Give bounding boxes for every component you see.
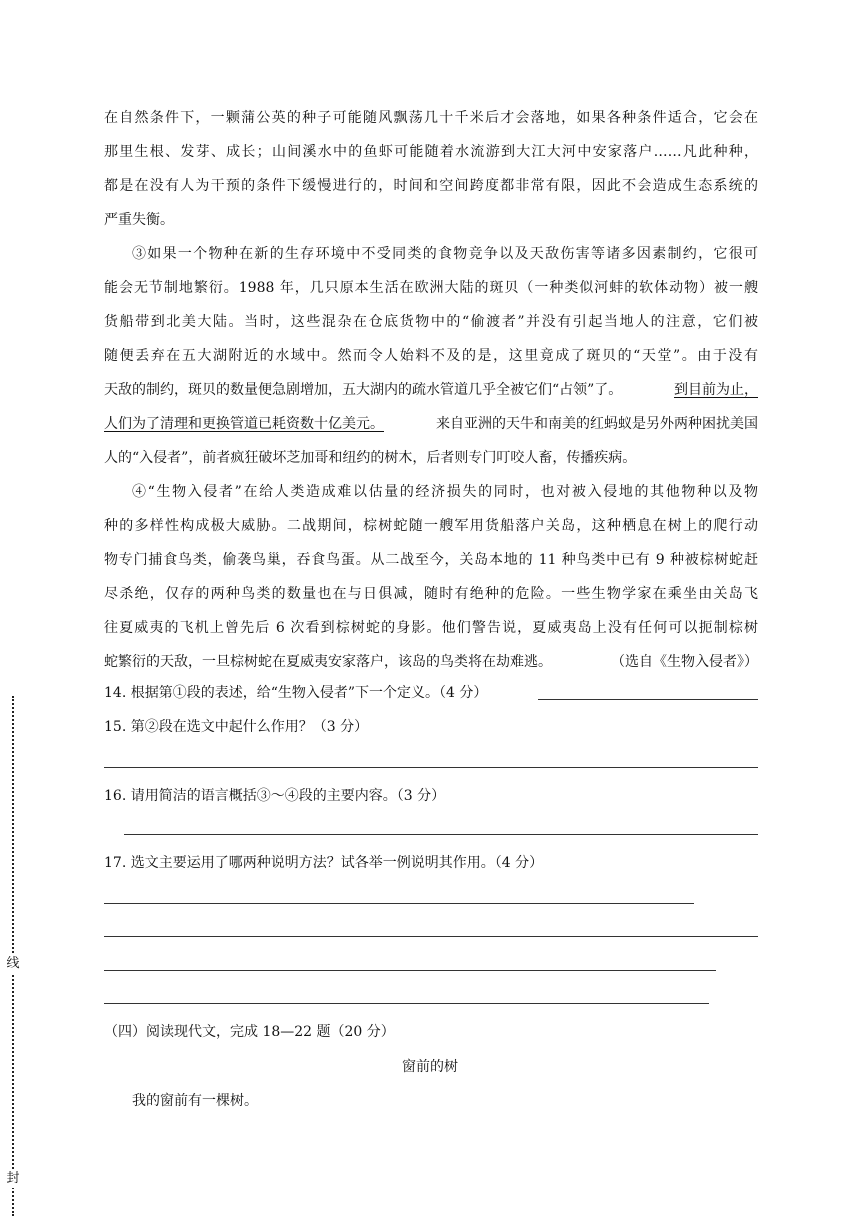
paragraph-text: 来自亚洲的天牛和南美的红蚂蚁是另外两种困扰美国 — [436, 416, 758, 432]
question-16: 16. 请用简洁的语言概括③～④段的主要内容。（3 分） — [104, 788, 446, 804]
paragraph-2 — [104, 101, 758, 237]
paragraph-line: 人的“入侵者”，前者疯狂破坏芝加哥和纽约的树木，后者则专门叮咬人畜，传播疾病。 — [104, 450, 637, 466]
answer-line-17[interactable] — [104, 1003, 709, 1004]
paragraph-line: 能会无节制地繁衍。1988 年，几只原本生活在欧洲大陆的斑贝（一种类似河蚌的软体动物）被一艘 — [104, 280, 758, 296]
article-title: 窗前的树 — [402, 1059, 458, 1075]
answer-line-17[interactable] — [104, 903, 694, 904]
paragraph-line: 种的多样性构成极大威胁。二战期间，棕树蛇随一艘军用货船落户关岛，这种栖息在树上的爬行动 — [104, 518, 758, 534]
paragraph-line: 在自然条件下，一颗蒲公英的种子可能随风飘荡几十千米后才会落地，如果各种条件适合，它会在 — [104, 110, 758, 126]
paragraph-4 — [104, 475, 758, 679]
paragraph-3 — [104, 237, 758, 475]
paragraph-line-underline — [104, 373, 758, 407]
paragraph-text: 天敌的制约，斑贝的数量便急剧增加，五大湖内的疏水管道几乎全被它们“占领”了。 — [104, 382, 623, 398]
paragraph-line: 往夏威夷的飞机上曾先后 6 次看到棕树蛇的身影。他们警告说，夏威夷岛上没有任何可以扼制棕树 — [104, 620, 758, 636]
underlined-sentence-part2: 人们为了清理和更换管道已耗资数十亿美元。 — [104, 416, 384, 432]
article-first-line: 我的窗前有一棵树。 — [132, 1093, 258, 1109]
question-14: 14. 根据第①段的表述，给“生物入侵者”下一个定义。（4 分） — [104, 685, 488, 701]
paragraph-line-last — [104, 645, 758, 679]
paragraph-text: 蛇繁衍的天敌，一旦棕树蛇在夏威夷安家落户，该岛的鸟类将在劫难逃。 — [104, 654, 552, 670]
paragraph-line: 货船带到北美大陆。当时，这些混杂在仓底货物中的“偷渡者”并没有引起当地人的注意，它们被 — [104, 314, 758, 330]
underlined-sentence-part1: 到目前为止， — [674, 382, 758, 398]
answer-line-17[interactable] — [104, 936, 758, 937]
answer-line-16[interactable] — [124, 834, 758, 835]
paragraph-line: ④“生物入侵者”在给人类造成难以估量的经济损失的同时，也对被入侵地的其他物种以及物 — [132, 484, 758, 500]
paragraph-line: 严重失衡。 — [104, 212, 174, 228]
answer-line-14[interactable] — [538, 699, 758, 700]
question-17: 17. 选文主要运用了哪两种说明方法？试各举一例说明其作用。（4 分） — [104, 855, 544, 871]
margin-label-feng: 封 — [4, 1170, 22, 1188]
paragraph-line: 物专门捕食鸟类，偷袭鸟巢，吞食鸟蛋。从二战至今，关岛本地的 11 种鸟类中已有 9 种被棕树蛇赶 — [104, 552, 758, 568]
paragraph-line: ③如果一个物种在新的生存环境中不受同类的食物竞争以及天敌伤害等诸多因素制约，它很可 — [132, 246, 758, 262]
answer-line-15[interactable] — [104, 767, 758, 768]
paragraph-line: 都是在没有人为干预的条件下缓慢进行的，时间和空间跨度都非常有限，因此不会造成生态系统的 — [104, 178, 758, 194]
question-15: 15. 第②段在选文中起什么作用？（3 分） — [104, 719, 369, 735]
answer-line-17[interactable] — [104, 970, 716, 971]
source-citation: （选自《生物入侵者》） — [611, 654, 758, 670]
paragraph-line: 那里生根、发芽、成长；山间溪水中的鱼虾可能随着水流游到大江大河中安家落户……凡此种种， — [104, 144, 758, 160]
margin-label-xian: 线 — [4, 955, 22, 973]
paragraph-line-underline — [104, 407, 758, 441]
paragraph-line: 尽杀绝，仅存的两种鸟类的数量也在与日俱减，随时有绝种的危险。一些生物学家在乘坐由关岛飞 — [104, 586, 758, 602]
section-heading: （四）阅读现代文，完成 18—22 题（20 分） — [104, 1024, 395, 1040]
paragraph-line: 随便丢弃在五大湖附近的水域中。然而令人始料不及的是，这里竟成了斑贝的“天堂”。由于没有 — [104, 348, 758, 364]
